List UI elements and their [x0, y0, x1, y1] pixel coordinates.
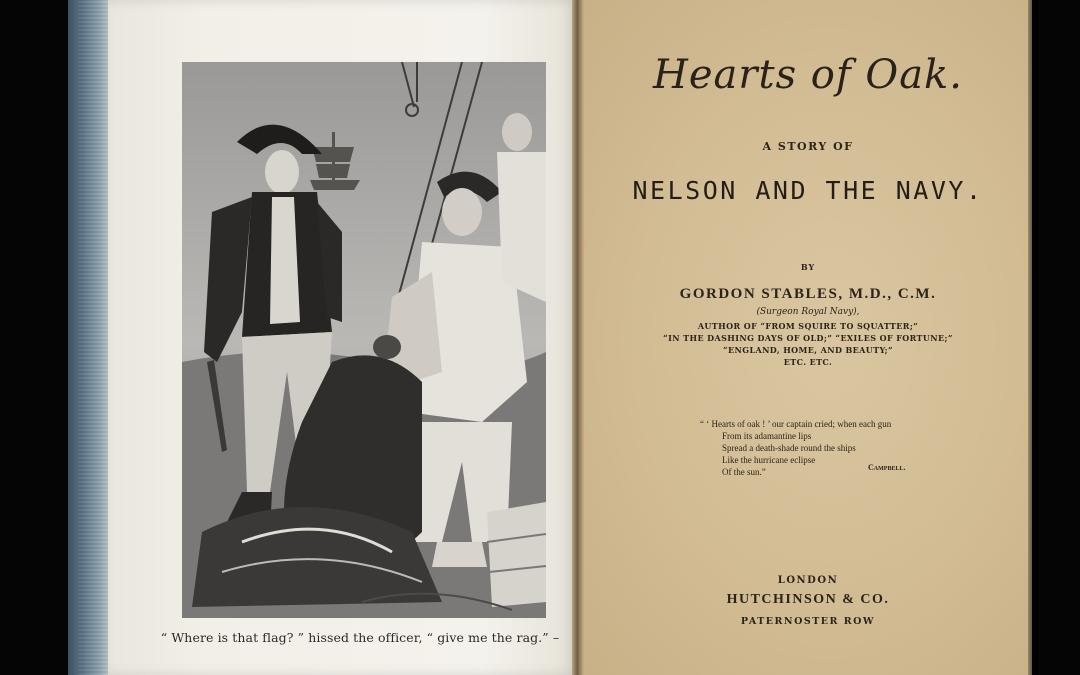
epigraph-line: “ ‘ Hearts of oak ! ’ our captain cried; when each gun	[700, 419, 892, 429]
imprint-publisher: HUTCHINSON & CO.	[726, 592, 890, 607]
page-edge-shadow	[1028, 0, 1038, 675]
imprint-city: LONDON	[777, 575, 839, 586]
epigraph-line: Like the hurricane eclipse	[722, 455, 816, 465]
epigraph-line: Spread a death-shade round the ships	[722, 443, 856, 453]
frontispiece-illustration	[182, 62, 546, 618]
other-work-line: AUTHOR OF “FROM SQUIRE TO SQUATTER;”	[697, 321, 919, 331]
author-affiliation: (Surgeon Royal Navy),	[756, 307, 860, 317]
author-name: GORDON STABLES, M.D., C.M.	[679, 286, 937, 302]
epigraph-attribution: Campbell.	[868, 463, 906, 472]
imprint-street: PATERNOSTER ROW	[740, 616, 876, 627]
illustration-caption: “ Where is that flag? ” hissed the officer, “ give me the rag.” –	[160, 630, 560, 645]
subtitle-prefix: A STORY OF	[762, 140, 854, 153]
book-cover-edge	[68, 0, 112, 675]
by-label: BY	[800, 262, 816, 272]
author-other-works	[584, 320, 1032, 368]
epigraph-line: From its adamantine lips	[722, 431, 812, 441]
other-work-line: “ENGLAND, HOME, AND BEAUTY;”	[723, 345, 893, 355]
book-title: Hearts of Oak.	[652, 52, 964, 98]
illustration-drawing	[182, 62, 546, 618]
epigraph-line: Of the sun.”	[722, 467, 766, 477]
other-work-line: “IN THE DASHING DAYS OF OLD;” “EXILES OF FORTUNE;”	[663, 333, 953, 343]
book-subtitle: NELSON AND THE NAVY.	[632, 176, 984, 205]
other-work-line: ETC. ETC.	[783, 357, 833, 367]
book-gutter	[572, 0, 584, 675]
